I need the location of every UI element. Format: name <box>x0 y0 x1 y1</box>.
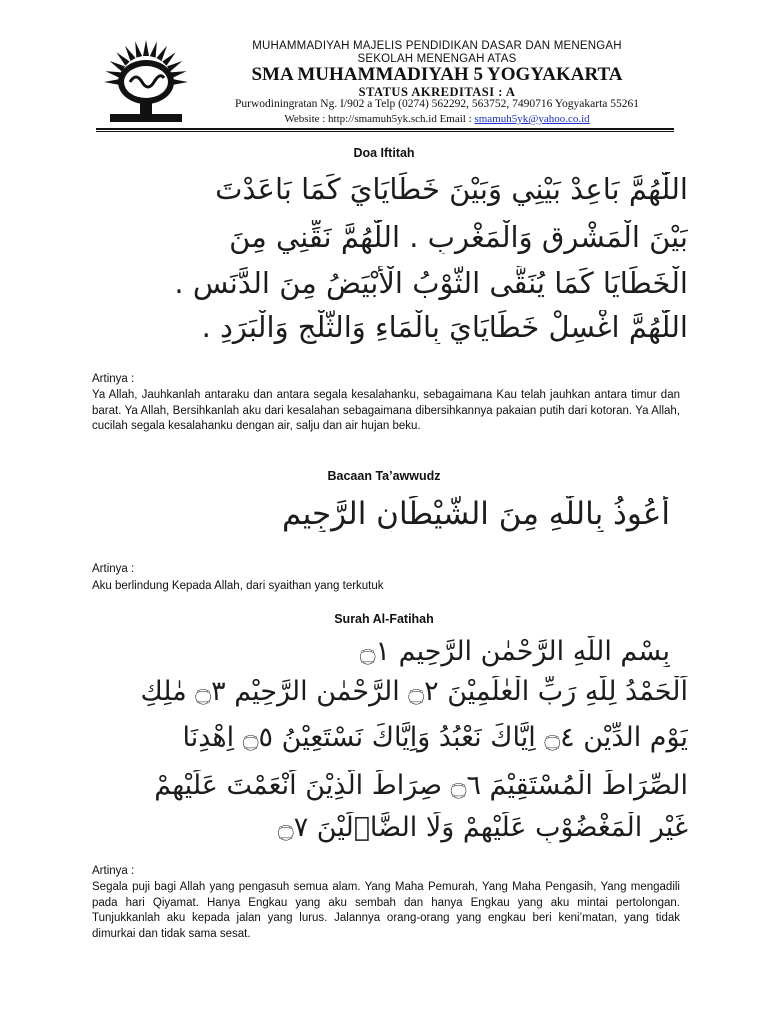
arabic-line: الصِّرَاطَ الْمُسْتَقِيْمَ ۝٦ صِرَاطَ الَّذِيْنَ اَنْعَمْتَ عَلَيْهِمْ <box>154 770 688 801</box>
arabic-line: اللّٰهُمَّ بَاعِدْ بَيْنِي وَبَيْنَ خَطَايَايَ كَمَا بَاعَدْتَ <box>215 172 688 206</box>
section-title-fatihah: Surah Al-Fatihah <box>334 612 434 626</box>
letterhead <box>0 0 768 136</box>
arabic-line: اَلْحَمْدُ لِلّٰهِ رَبِّ الْعٰلَمِيْنَ ۝٢ الرَّحْمٰنِ الرَّحِيْمِ ۝٣ مٰلِكِ <box>140 676 688 707</box>
contact-line <box>200 113 674 125</box>
muhammadiyah-logo-icon <box>100 38 192 126</box>
section-title-iftitah: Doa Iftitah <box>353 146 415 160</box>
header-divider-thin <box>96 131 674 132</box>
arabic-line: يَوْمِ الدِّيْنِ ۝٤ اِيَّاكَ نَعْبُدُ وَاِيَّاكَ نَسْتَعِيْنُ ۝٥ اِهْدِنَا <box>182 722 688 753</box>
organization-line: MUHAMMADIYAH MAJELIS PENDIDIKAN DASAR DAN MENENGAH <box>252 40 622 52</box>
school-name: SMA MUHAMMADIYAH 5 YOGYAKARTA <box>251 64 623 85</box>
meaning-label: Artinya : <box>92 563 135 575</box>
arabic-line: بَيْنَ الْمَشْرِقِ وَالْمَغْرِبِ . اللّٰهُمَّ نَقِّنِي مِنَ <box>229 220 688 254</box>
arabic-line: الْخَطَايَا كَمَا يُنَقَّى الثَّوْبُ الْأَبْيَضُ مِنَ الدَّنَسِ . <box>174 266 688 300</box>
arabic-line: اللّٰهُمَّ اغْسِلْ خَطَايَايَ بِالْمَاءِ وَالثَّلْجِ وَالْبَرَدِ . <box>201 310 688 344</box>
website-text: Website : http://smamuh5yk.sch.id Email : <box>284 113 475 125</box>
header-divider <box>96 128 674 130</box>
meaning-label: Artinya : <box>92 865 135 877</box>
arabic-line: بِسْمِ اللّٰهِ الرَّحْمٰنِ الرَّحِيمِ ۝١ <box>359 636 670 667</box>
arabic-line: غَيْرِ الْمَغْضُوْبِ عَلَيْهِمْ وَلَا الضَّاۤلِّيْنَ ۝٧ <box>277 812 688 843</box>
meaning-text: Segala puji bagi Allah yang pengasuh semua alam. Yang Maha Pemurah, Yang Maha Pengasih, Yang mengadili pada hari Qiyamat. Hanya Engkau yang aku sembah dan hanya Engkau yang aku mintai pertolongan. Tunjukkanlah aku kepada jalan yang lurus. Jalannya orang-orang yang engkau beri keni’matan, yang tidak dimurkai dan tidak sama sesat. <box>92 881 680 940</box>
meaning-text: Ya Allah, Jauhkanlah antaraku dan antara segala kesalahanku, sebagaimana Kau telah jauhkan antara timur dan barat. Ya Allah, Bersihkanlah aku dari kesalahan sebagaimana dibersihkannya pakaian putih dari kotoran. Ya Allah, cucilah segala kesalahanku dengan air, salju dan air hujan beku. <box>92 389 680 433</box>
meaning-text: Aku berlindung Kepada Allah, dari syaithan yang terkutuk <box>92 580 384 592</box>
accreditation-status: STATUS AKREDITASI : A <box>358 85 516 99</box>
school-level-line: SEKOLAH MENENGAH ATAS <box>357 53 517 65</box>
meaning-label: Artinya : <box>92 373 135 385</box>
arabic-line: أَعُوذُ بِاللّٰهِ مِنَ الشَّيْطَانِ الرَّجِيمِ <box>282 496 670 532</box>
email-link[interactable]: smamuh5yk@yahoo.co.id <box>474 113 590 125</box>
section-title-taawwudz: Bacaan Ta’awwudz <box>327 469 441 483</box>
school-address: Purwodiningratan Ng. I/902 a Telp (0274) 562292, 563752, 7490716 Yogyakarta 55261 <box>235 98 639 110</box>
